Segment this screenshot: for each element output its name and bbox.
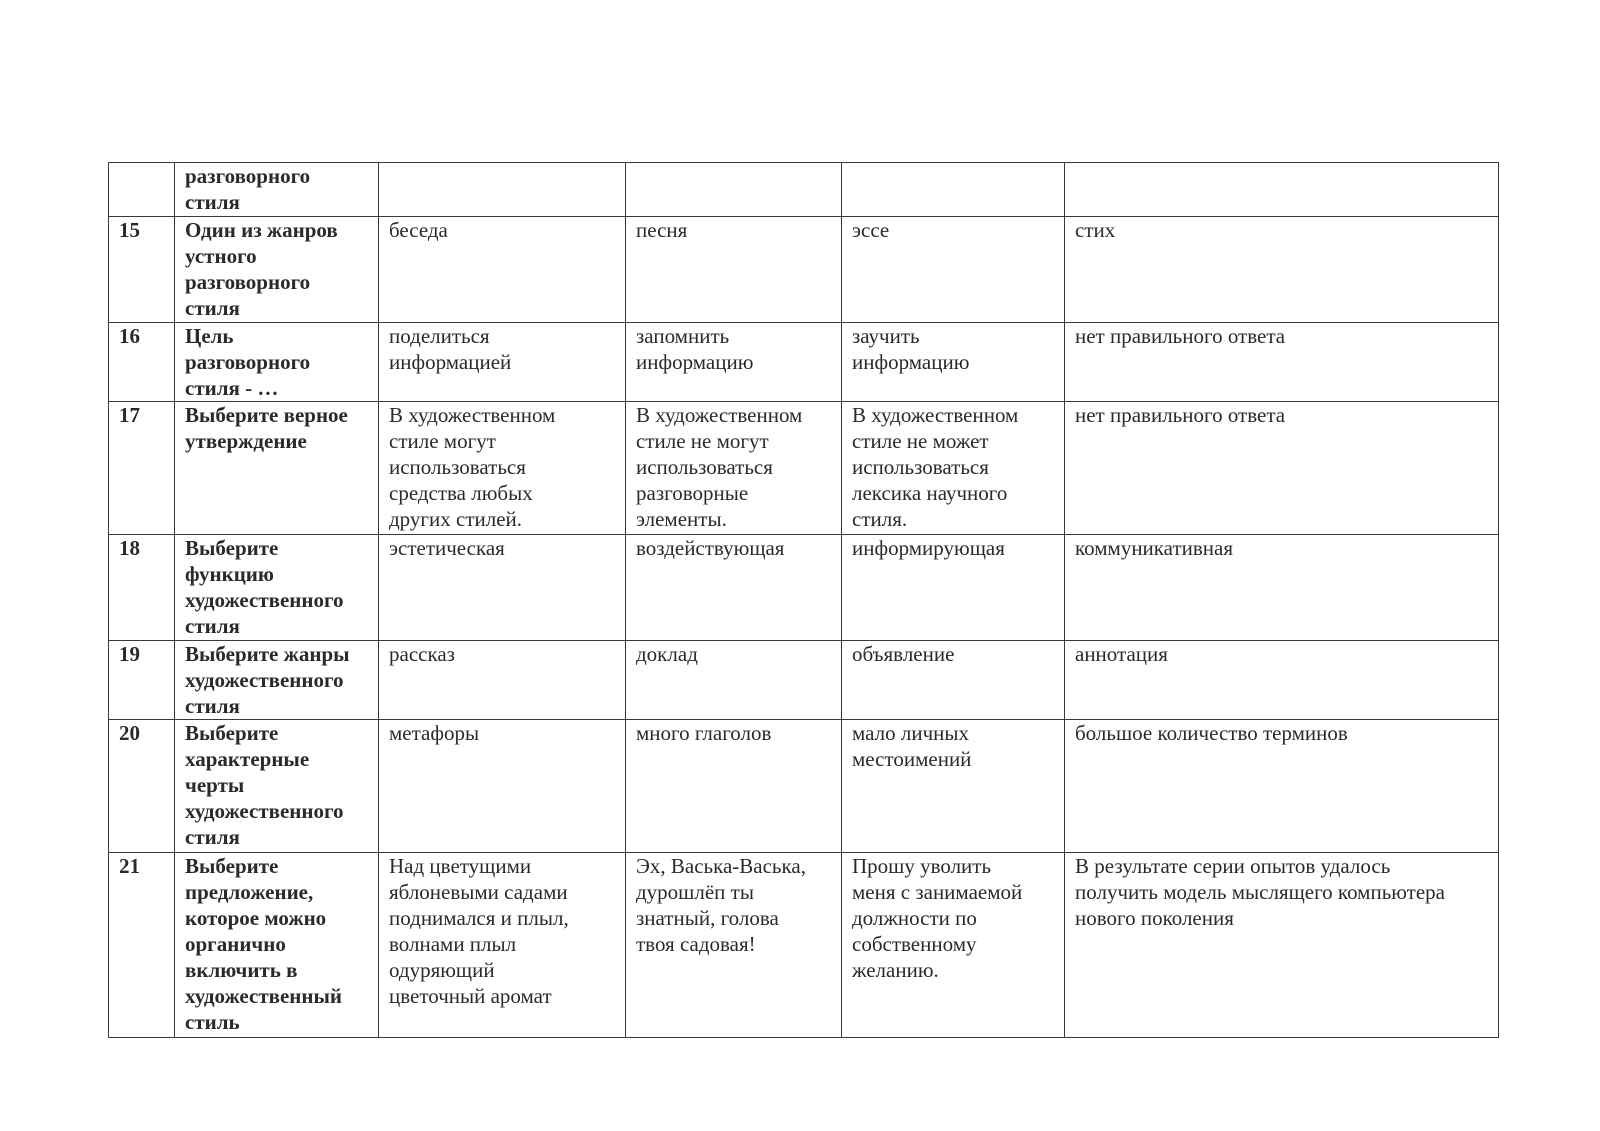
answer-option-cell xyxy=(1065,535,1499,641)
answer-option-text: В художественном стиле не может использоваться лексика научного стиля. xyxy=(852,403,1019,531)
table-row xyxy=(109,217,1499,323)
answer-option-text: нет правильного ответа xyxy=(1075,324,1286,348)
question-number-text: 15 xyxy=(119,218,140,242)
answer-option-text: беседа xyxy=(389,218,448,242)
answer-option-text: доклад xyxy=(636,642,698,666)
question-number xyxy=(109,853,175,1038)
question-cell xyxy=(175,402,379,535)
answer-option-cell xyxy=(379,163,626,217)
question-cell xyxy=(175,163,379,217)
question-text: Выберите характерные черты художественного стиля xyxy=(185,721,344,849)
answer-option-cell xyxy=(842,720,1065,853)
table-row xyxy=(109,163,1499,217)
answer-option-cell xyxy=(379,323,626,402)
question-text: Выберите жанры художественного стиля xyxy=(185,642,350,718)
answer-option-text: В художественном стиле могут использоваться средства любых других стилей. xyxy=(389,403,556,531)
question-number xyxy=(109,641,175,720)
answer-option-cell xyxy=(1065,853,1499,1038)
question-number xyxy=(109,323,175,402)
answer-option-cell xyxy=(842,535,1065,641)
question-text: Один из жанров устного разговорного стиля xyxy=(185,218,338,320)
answer-option-cell xyxy=(842,641,1065,720)
answer-option-cell xyxy=(379,720,626,853)
answer-option-cell xyxy=(842,323,1065,402)
answer-option-text: информирующая xyxy=(852,536,1005,560)
answer-option-cell xyxy=(1065,163,1499,217)
answer-option-text: мало личных местоимений xyxy=(852,721,972,771)
answer-option-text: аннотация xyxy=(1075,642,1168,666)
answer-option-text: коммуникативная xyxy=(1075,536,1234,560)
answer-option-text: объявление xyxy=(852,642,955,666)
answer-option-text: В художественном стиле не могут использоваться разговорные элементы. xyxy=(636,403,803,531)
question-number-text: 21 xyxy=(119,854,140,878)
question-number xyxy=(109,535,175,641)
table-row xyxy=(109,720,1499,853)
answer-option-cell xyxy=(842,217,1065,323)
answer-option-cell xyxy=(626,217,842,323)
answer-option-cell xyxy=(379,402,626,535)
answer-option-text: нет правильного ответа xyxy=(1075,403,1286,427)
question-number xyxy=(109,402,175,535)
answer-option-cell xyxy=(626,402,842,535)
answer-option-text: эстетическая xyxy=(389,536,505,560)
question-number xyxy=(109,163,175,217)
answer-option-text: В результате серии опытов удалось получить модель мыслящего компьютера нового поколения xyxy=(1075,854,1446,930)
question-cell xyxy=(175,641,379,720)
table-row xyxy=(109,402,1499,535)
answer-option-text: запомнить информацию xyxy=(636,324,754,374)
answer-option-text: рассказ xyxy=(389,642,455,666)
answer-option-cell xyxy=(626,853,842,1038)
quiz-table-body xyxy=(109,163,1499,1038)
answer-option-text: Прошу уволить меня с занимаемой должности по собственному желанию. xyxy=(852,854,1023,982)
question-cell xyxy=(175,323,379,402)
answer-option-text: Эх, Васька-Васька, дурошлёп ты знатный, голова твоя садовая! xyxy=(636,854,806,956)
question-number-text: 20 xyxy=(119,721,140,745)
question-number-text: 18 xyxy=(119,536,140,560)
quiz-table xyxy=(108,162,1499,1038)
answer-option-cell xyxy=(379,535,626,641)
question-cell xyxy=(175,535,379,641)
question-cell xyxy=(175,853,379,1038)
question-text: Выберите функцию художественного стиля xyxy=(185,536,344,638)
answer-option-text: заучить информацию xyxy=(852,324,970,374)
answer-option-cell xyxy=(379,217,626,323)
answer-option-cell xyxy=(842,163,1065,217)
answer-option-cell xyxy=(1065,323,1499,402)
question-number-text: 19 xyxy=(119,642,140,666)
answer-option-cell xyxy=(626,720,842,853)
table-row xyxy=(109,641,1499,720)
answer-option-cell xyxy=(842,853,1065,1038)
question-number-text: 16 xyxy=(119,324,140,348)
table-row xyxy=(109,535,1499,641)
answer-option-cell xyxy=(379,853,626,1038)
table-row xyxy=(109,853,1499,1038)
answer-option-text: Над цветущими яблоневыми садами поднимался и плыл, волнами плыл одуряющий цветочный аромат xyxy=(389,854,569,1008)
answer-option-text: стих xyxy=(1075,218,1116,242)
answer-option-cell xyxy=(1065,641,1499,720)
answer-option-text: песня xyxy=(636,218,688,242)
answer-option-cell xyxy=(1065,402,1499,535)
answer-option-text: эссе xyxy=(852,218,890,242)
question-cell xyxy=(175,720,379,853)
question-number-text: 17 xyxy=(119,403,140,427)
answer-option-cell xyxy=(626,323,842,402)
question-text: Цель разговорного стиля - … xyxy=(185,324,311,400)
question-number xyxy=(109,217,175,323)
table-row xyxy=(109,323,1499,402)
answer-option-cell xyxy=(379,641,626,720)
answer-option-text: метафоры xyxy=(389,721,480,745)
answer-option-text: большое количество терминов xyxy=(1075,721,1348,745)
answer-option-cell xyxy=(842,402,1065,535)
answer-option-text: поделиться информацией xyxy=(389,324,512,374)
question-number xyxy=(109,720,175,853)
question-cell xyxy=(175,217,379,323)
answer-option-text: воздействующая xyxy=(636,536,785,560)
question-text: Выберите предложение, которое можно органично включить в художественный стиль xyxy=(185,854,342,1034)
answer-option-cell xyxy=(626,163,842,217)
answer-option-cell xyxy=(1065,720,1499,853)
answer-option-cell xyxy=(1065,217,1499,323)
question-text: Выберите верное утверждение xyxy=(185,403,348,453)
answer-option-text: много глаголов xyxy=(636,721,772,745)
answer-option-cell xyxy=(626,535,842,641)
question-text: разговорного стиля xyxy=(185,164,311,214)
answer-option-cell xyxy=(626,641,842,720)
